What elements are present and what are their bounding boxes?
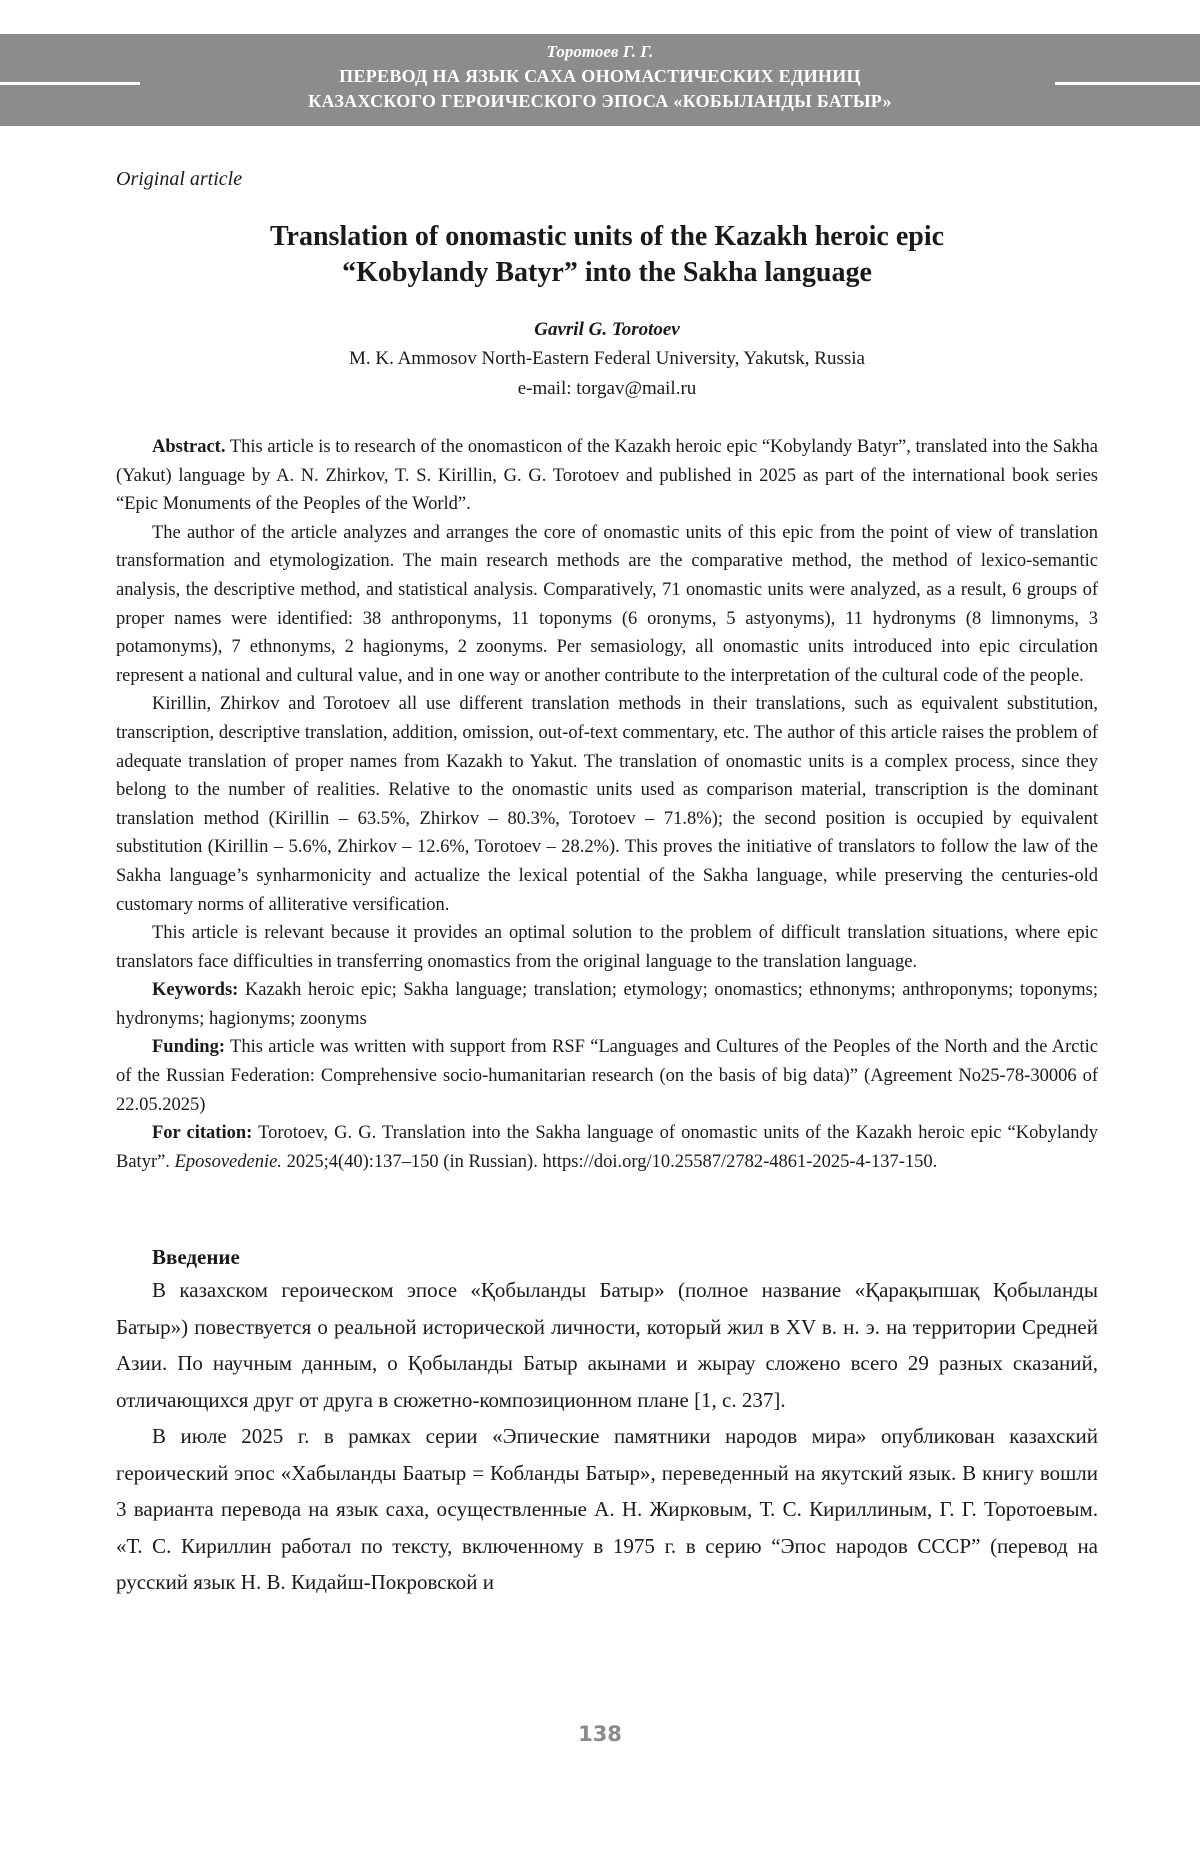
header-rule-left bbox=[0, 82, 140, 85]
abstract-paragraph-4: This article is relevant because it provides an optimal solution to the problem of difficult translation situations, where epic translators face difficulties in transferring onomastics from the original language to the translation language. bbox=[116, 923, 1098, 972]
header-rule-right bbox=[1055, 82, 1200, 85]
keywords bbox=[116, 976, 1098, 1033]
citation bbox=[116, 1119, 1098, 1176]
header-title-line-1: ПЕРЕВОД НА ЯЗЫК САХА ОНОМАСТИЧЕСКИХ ЕДИНИЦ bbox=[339, 66, 861, 86]
introduction-paragraph-1: В казахском героическом эпосе «Қобыланды Батыр» (полное название «Қарақыпшақ Қобыланды Батыр») повествуется о реальной исторической личности, который жил в XV в. н. э. на территории Средней Азии. По научным данным, о Қобыланды Батыр акынами и жырау сложено всего 29 разных сказаний, отличающихся друг от друга в сюжетно-композиционном плане [1, с. 237]. bbox=[116, 1278, 1098, 1412]
article-type: Original article bbox=[116, 168, 243, 190]
header-author: Торотоев Г. Г. bbox=[546, 42, 654, 61]
funding bbox=[116, 1033, 1098, 1119]
abstract-paragraph-1 bbox=[116, 433, 1098, 519]
keywords-text: Kazakh heroic epic; Sakha language; translation; etymology; onomastics; ethnonyms; anthroponyms; toponyms; hydronyms; hagionyms; zoonyms bbox=[116, 980, 1099, 1029]
abstract-paragraph-2: The author of the article analyzes and arranges the core of onomastic units of this epic from the point of view of translation transformation and etymologization. The main research methods are the comparative method, the method of lexico-semantic analysis, the descriptive method, and statistical analysis. Comparatively, 71 onomastic units were analyzed, as a result, 6 groups of proper names were identified: 38 anthroponyms, 11 toponyms (6 oronyms, 5 astyonyms), 11 hydronyms (8 limnonyms, 3 potamonyms), 7 ethnonyms, 2 hagionyms, 2 zoonyms. Per semasiology, all onomastic units introduced into epic circulation represent a national and cultural value, and in one way or another contribute to the interpretation of the cultural code of the people. bbox=[116, 522, 1098, 686]
citation-text-post: 2025;4(40):137–150 (in Russian). https://doi.org/10.25587/2782-4861-2025-4-137-150. bbox=[286, 1151, 938, 1172]
page-number: 138 bbox=[578, 1722, 622, 1746]
article-title bbox=[116, 219, 1098, 291]
author-affiliation: M. K. Ammosov North-Eastern Federal University, Yakutsk, Russia bbox=[349, 348, 865, 369]
running-header bbox=[150, 40, 1050, 114]
author-name: Gavril G. Torotoev bbox=[534, 319, 680, 340]
introduction-heading: Введение bbox=[152, 1245, 240, 1270]
funding-label: Funding: bbox=[152, 1037, 226, 1058]
abstract-section bbox=[116, 433, 1098, 1176]
abstract-label: Abstract. bbox=[152, 437, 226, 457]
page-content bbox=[116, 160, 1098, 1601]
funding-text: This article was written with support from RSF “Languages and Cultures of the Peoples of the North and the Arctic of the Russian Federation: Comprehensive socio-humanitarian research (on the basis of big data)” (Agreement No25-78-30006 of 22.05.2025) bbox=[116, 1037, 1098, 1115]
abstract-text-1: This article is to research of the onomasticon of the Kazakh heroic epic “Kobylandy Batyr”, translated into the Sakha (Yakut) language by A. N. Zhirkov, T. S. Kirillin, G. G. Torotoev and published in 2025 as part of the international book series “Epic Monuments of the Peoples of the World”. bbox=[116, 437, 1098, 515]
introduction-section bbox=[116, 1242, 1098, 1601]
citation-journal: Eposovedenie. bbox=[174, 1151, 282, 1172]
header-title-line-2: КАЗАХСКОГО ГЕРОИЧЕСКОГО ЭПОСА «КОБЫЛАНДЫ БАТЫР» bbox=[308, 91, 892, 111]
abstract-paragraph-3: Kirillin, Zhirkov and Torotoev all use different translation methods in their translations, such as equivalent substitution, transcription, descriptive translation, addition, omission, out-of-text commentary, etc. The author of this article raises the problem of adequate translation of proper names from Kazakh to Yakut. The translation of onomastic units is a complex process, since they belong to the number of realities. Relative to the onomastic units used as comparison material, transcription is the dominant translation method (Kirillin – 63.5%, Zhirkov – 80.3%, Torotoev – 71.8%); the second position is occupied by equivalent substitution (Kirillin – 5.6%, Zhirkov – 12.6%, Torotoev – 28.2%). This proves the initiative of translators to follow the law of the Sakha language’s synharmonicity and actualize the lexical potential of the Sakha language, while preserving the centuries-old customary norms of alliterative versification. bbox=[116, 694, 1098, 915]
citation-text-pre: Torotoev, G. G. Translation into the Sakha language of onomastic units of the Kazakh heroic epic “Kobylandy Batyr”. bbox=[116, 1123, 1098, 1172]
author-email: e-mail: torgav@mail.ru bbox=[517, 378, 697, 399]
article-title-line-2: “Kobylandy Batyr” into the Sakha language bbox=[342, 257, 872, 288]
citation-label: For citation: bbox=[152, 1123, 253, 1144]
keywords-label: Keywords: bbox=[152, 980, 239, 1001]
article-title-line-1: Translation of onomastic units of the Kazakh heroic epic bbox=[269, 221, 945, 252]
introduction-paragraph-2: В июле 2025 г. в рамках серии «Эпические памятники народов мира» опубликован казахский героический эпос «Хабыланды Баатыр = Кобланды Батыр», переведенный на якутский язык. В книгу вошли 3 варианта перевода на язык саха, осуществленные А. Н. Жирковым, Т. С. Кириллиным, Г. Г. Торотоевым. «Т. С. Кириллин работал по тексту, включенному в 1975 г. в серию “Эпос народов СССР” (перевод на русский язык Н. В. Кидайш-Покровской и bbox=[116, 1424, 1098, 1595]
